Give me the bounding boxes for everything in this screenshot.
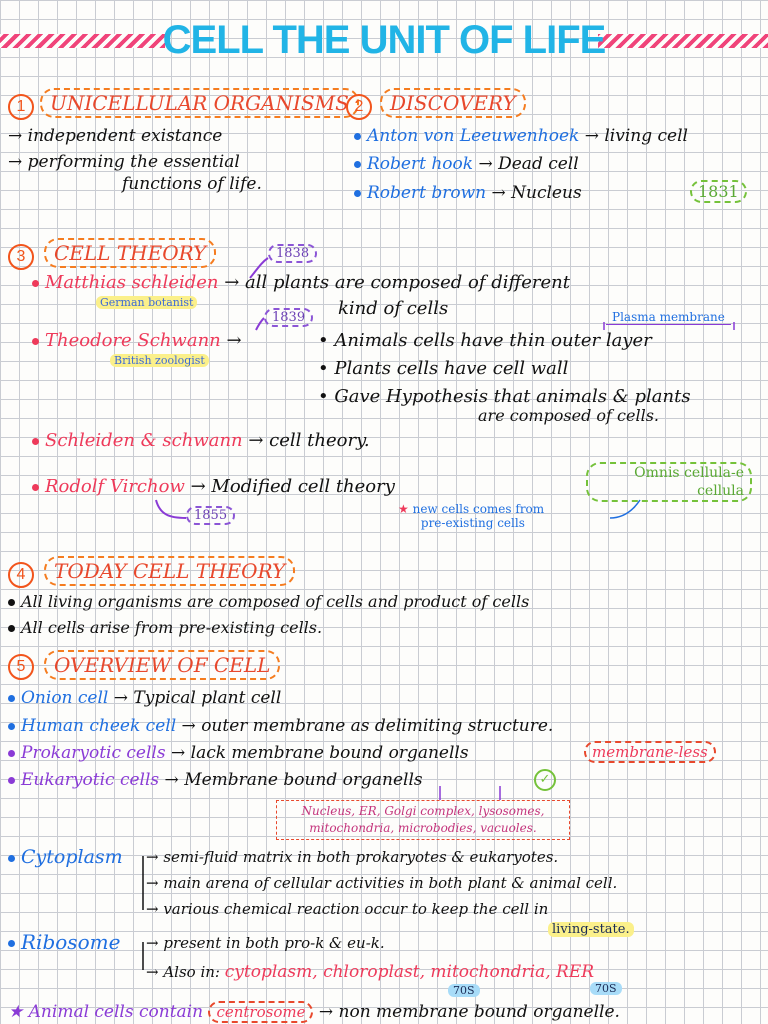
- unicellular-line-2: → performing the essential: [8, 152, 240, 172]
- discovery-item-3: Robert brown → Nucleus: [354, 183, 582, 203]
- schwann-line: Theodore Schwann →: [32, 330, 242, 351]
- section-heading-today-cell-theory: TODAY CELL THEORY: [44, 556, 295, 586]
- cytoplasm-line-3: → various chemical reaction occur to keep the cell in: [146, 900, 549, 918]
- schleiden-line: Matthias schleiden → all plants are composed of different: [32, 272, 570, 293]
- cytoplasm-label: Cytoplasm: [8, 846, 123, 868]
- cytoplasm-line-1: → semi-fluid matrix in both prokaryotes & eukaryotes.: [146, 848, 559, 866]
- section-heading-unicellular: UNICELLULAR ORGANISMS: [40, 88, 359, 118]
- ribosome-tag-mito: 70S: [448, 984, 480, 997]
- overview-item-eukaryotic: Eukaryotic cells → Membrane bound organells: [8, 770, 423, 790]
- section-heading-discovery: DISCOVERY: [380, 88, 526, 118]
- schwann-point-4: are composed of cells.: [478, 406, 659, 425]
- schleiden-line-2: kind of cells: [338, 298, 449, 319]
- centrosome-line: ★ Animal cells contain centrosome → non membrane bound organelle.: [8, 1002, 620, 1022]
- ribosome-label: Ribosome: [8, 930, 120, 954]
- section-number-1: 1: [8, 94, 34, 120]
- year-badge-1855: 1855: [186, 506, 235, 525]
- unicellular-line-1: → independent existance: [8, 126, 223, 146]
- schwann-point-3: • Gave Hypothesis that animals & plants: [318, 386, 691, 407]
- ribosome-tag-rer: 70S: [590, 982, 622, 995]
- check-icon: ✓: [534, 769, 556, 791]
- discovery-item-2: Robert hook → Dead cell: [354, 154, 579, 174]
- overview-item-prokaryotic: Prokaryotic cells → lack membrane bound organells: [8, 743, 469, 763]
- omnis-cellula-note: Omnis cellula-e cellula: [586, 462, 752, 502]
- schwann-point-2: • Plants cells have cell wall: [318, 358, 569, 379]
- overview-item-cheek: Human cheek cell → outer membrane as delimiting structure.: [8, 716, 553, 736]
- overview-item-onion: Onion cell → Typical plant cell: [8, 688, 281, 708]
- virchow-line: Rodolf Virchow → Modified cell theory: [32, 476, 395, 497]
- page-title: CELL THE UNIT OF LIFE: [162, 18, 606, 62]
- year-badge-1838: 1838: [268, 244, 317, 263]
- section-number-4: 4: [8, 562, 34, 588]
- schleiden-schwann-line: Schleiden & schwann → cell theory.: [32, 430, 370, 451]
- today-line-1: All living organisms are composed of cells and product of cells: [8, 592, 529, 611]
- section-number-2: 2: [346, 94, 372, 120]
- year-badge-1839: 1839: [264, 308, 313, 327]
- ribosome-line-2: → Also in: cytoplasm, chloroplast, mitochondria, RER: [146, 962, 595, 982]
- section-number-5: 5: [8, 654, 34, 680]
- discovery-item-1: Anton von Leeuwenhoek → living cell: [354, 126, 688, 146]
- ribosome-line-1: → present in both pro-k & eu-k.: [146, 934, 385, 952]
- unicellular-line-3: functions of life.: [122, 174, 262, 194]
- organelles-list: Nucleus, ER, Golgi complex, lysosomes, mitochondria, microbodies, vacuoles.: [276, 800, 570, 840]
- today-line-2: All cells arise from pre-existing cells.: [8, 618, 322, 637]
- year-badge-1831: 1831: [690, 180, 747, 203]
- virchow-note: ★ new cells comes from pre-existing cells: [398, 502, 545, 530]
- schwann-tag: British zoologist: [110, 354, 209, 367]
- living-state-tag: living-state.: [548, 922, 634, 937]
- cytoplasm-line-2: → main arena of cellular activities in both plant & animal cell.: [146, 874, 618, 892]
- section-heading-cell-theory: CELL THEORY: [44, 238, 216, 268]
- membrane-less-tag: membrane-less: [584, 741, 716, 763]
- section-number-3: 3: [8, 244, 34, 270]
- schwann-point-1: • Animals cells have thin outer layer: [318, 330, 652, 351]
- section-heading-overview: OVERVIEW OF CELL: [44, 650, 280, 680]
- schleiden-tag: German botanist: [96, 296, 197, 309]
- plasma-membrane-note: Plasma membrane: [606, 310, 731, 325]
